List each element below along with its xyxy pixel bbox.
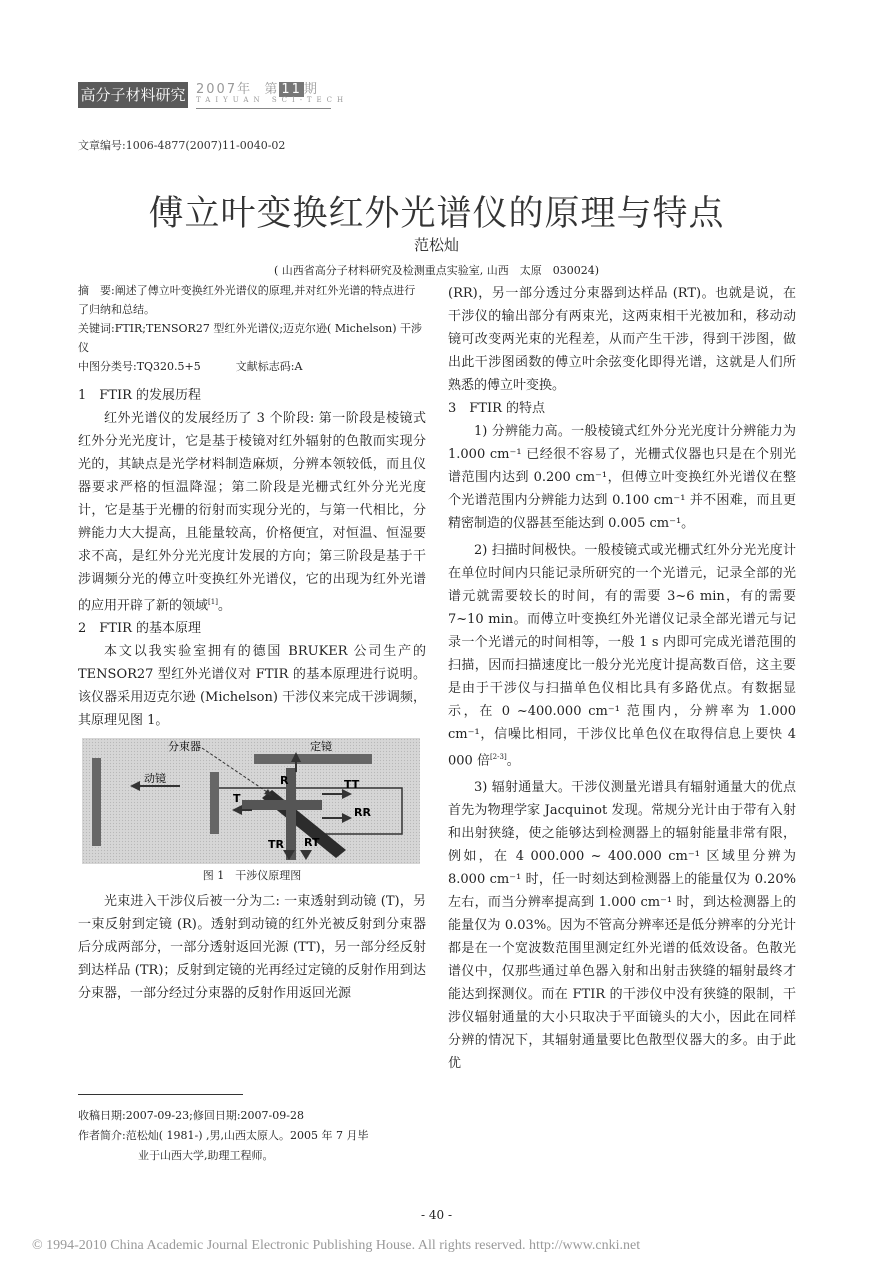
issue-prefix: 第 bbox=[264, 82, 280, 97]
author-affiliation: ( 山西省高分子材料研究及检测重点实验室, 山西 太原 030024) bbox=[273, 264, 600, 277]
section-2-paragraph-1: 本文以我实验室拥有的德国 BRUKER 公司生产的 TENSOR27 型红外光谱仪对 FTIR 的基本原理进行说明。该仪器采用迈克尔逊 (Michelson) 干涉仪来完成干涉调频，其原理见图 1。 bbox=[78, 644, 426, 729]
keywords: 关键词:FTIR;TENSOR27 型红外光谱仪;迈克尔逊( Michelson) 干涉仪 bbox=[78, 322, 423, 354]
section-2-paragraph-2: 光束进入干涉仪后被一分为二: 一束透射到动镜 (T)，另一束反射到定镜 (R)。透射到动镜的红外光被反射到分束器后分成两部分，一部分透射返回光源 (TT)，另一部分经反射到达样品 (TR)；反射到定镜的光再经过定镜的反射作用到达分束器，一部分经过分束器的反射作用返回光源 bbox=[78, 894, 426, 1002]
author-bio: 作者简介:范松灿( 1981-) ,男,山西太原人。2005 年 7 月毕 bbox=[78, 1129, 369, 1142]
abstract: 摘 要:阐述了傅立叶变换红外光谱仪的原理,并对红外光谱的特点进行了归纳和总结。 bbox=[78, 284, 416, 316]
right-column bbox=[448, 282, 796, 1075]
horizontal-beam bbox=[242, 800, 322, 810]
label-RT: RT bbox=[304, 836, 320, 850]
left-column bbox=[78, 281, 426, 1005]
received-dates: 收稿日期:2007-09-23;修回日期:2007-09-28 bbox=[78, 1109, 304, 1122]
figure-interferometer bbox=[82, 738, 420, 864]
class-number: 中图分类号:TQ320.5+5 bbox=[78, 360, 201, 373]
figure-caption: 图 1 干涉仪原理图 bbox=[202, 869, 302, 883]
label-R: R bbox=[280, 774, 289, 788]
author-bio-continued: 业于山西大学,助理工程师。 bbox=[138, 1149, 274, 1162]
journal-subtitle: TAIYUAN SCI-TECH bbox=[196, 96, 349, 104]
author-name: 范松灿 bbox=[413, 236, 459, 254]
fixed-mirror bbox=[254, 754, 372, 764]
paper-title: 傅立叶变换红外光谱仪的原理与特点 bbox=[148, 194, 725, 234]
light-source-bar bbox=[92, 758, 101, 846]
section-2-paragraph-2-continued: (RR)，另一部分透过分束器到达样品 (RT)。也就是说，在干涉仪的输出部分有两束光，这两束相干光被加和，移动动镜可改变两光束的光程差，从而产生干涉，得到干涉图，做出此干涉图函数的傅立叶余弦变化即得光谱，这就是人们所熟悉的傅立叶变换。 bbox=[448, 286, 796, 393]
journal-name-badge: 高分子材料研究 bbox=[78, 82, 188, 108]
article-number: 文章编号:1006-4877(2007)11-0040-02 bbox=[78, 139, 286, 152]
copyright-notice: © 1994-2010 China Academic Journal Electronic Publishing House. All rights reserved. http://www.cnki.net bbox=[32, 1238, 641, 1253]
header-rule bbox=[196, 108, 331, 109]
footnote-rule bbox=[78, 1094, 243, 1095]
label-RR: RR bbox=[354, 806, 371, 820]
label-beamsplitter: 分束器 bbox=[168, 740, 201, 754]
label-TT: TT bbox=[344, 778, 360, 792]
feature-resolution: 1) 分辨能力高。一般棱镜式红外分光光度计分辨能力为 1.000 cm⁻¹ 已经很不容易了，光栅式仪器也只是在个别光谱范围内达到 0.200 cm⁻¹，但傅立叶变换红外光谱仪在整个光谱范围内分辨能力达到 0.100 cm⁻¹ 并不困难，而且更精密制造的仪器甚至能达到 0.005 cm⁻¹。 bbox=[448, 424, 796, 531]
section-1-paragraph: 红外光谱仪的发展经历了 3 个阶段: 第一阶段是棱镜式红外分光光度计，它是基于棱镜对红外辐射的色散而实现分光的，其缺点是光学材料制造麻烦，分辨本领较低，而且仪器要求严格的恒温降湿；第二阶段是光栅式红外分光光度计，它是基于光栅的衍射而实现分光的，与第一代相比，分辨能力大大提高，且能量较高，价格便宜，对恒温、恒湿要求不高，是红外分光光度计发展的方向；第三阶段是基于干涉调频分光的傅立叶变换红外光谱仪，它的出现为红外光谱的应用开辟了新的领域[1]。 bbox=[78, 411, 426, 614]
footnotes bbox=[78, 1106, 428, 1166]
interferometer-diagram bbox=[82, 738, 420, 864]
classification bbox=[78, 357, 426, 376]
section-1-heading: 1 FTIR 的发展历程 bbox=[78, 388, 202, 403]
label-TR: TR bbox=[268, 838, 284, 852]
section-2-heading: 2 FTIR 的基本原理 bbox=[78, 621, 202, 637]
section-3-heading: 3 FTIR 的特点 bbox=[448, 401, 546, 416]
document-code: 文献标志码:A bbox=[235, 360, 303, 373]
label-T: T bbox=[233, 792, 241, 806]
issue-info bbox=[196, 78, 319, 97]
feature-throughput: 3) 辐射通量大。干涉仪测量光谱具有辐射通量大的优点首先为物理学家 Jacquinot 发现。常规分光计由于带有入射和出射狭缝，使之能够达到检测器上的辐射能量非常有限，例如，在 4 000.000 ~ 400.000 cm⁻¹ 区域里分辨为 8.000 cm⁻¹ 时，任一时刻达到检测器上的能量仅为 0.20% 左右，而当分辨率提高到 1.000 cm⁻¹ 时，到达检测器上的能量仅为 0.03%。因为不管高分辨率还是低分辨率的分光计都是在一个宽波数范围里测定红外光谱的低效设备。色散光谱仪中，仅那些通过单色器入射和出射击狭缝的辐射最终才能达到探测仪。而在 FTIR 的干涉仪中没有狭缝的限制，干涉仪辐射通量的大小只取决于平面镜头的大小，因此在同样分辨的情况下，其辐射通量要比色散型仪器大的多。由于此优 bbox=[448, 780, 796, 1072]
citation-2: [2-3] bbox=[489, 753, 507, 761]
issue-year: 2007年 bbox=[196, 82, 253, 97]
label-fixed-mirror: 定镜 bbox=[310, 740, 332, 754]
issue-suffix: 期 bbox=[303, 82, 319, 97]
page-number: - 40 - bbox=[420, 1208, 452, 1222]
issue-number: 11 bbox=[281, 82, 302, 97]
moving-mirror bbox=[210, 772, 219, 834]
label-moving-mirror: 动镜 bbox=[144, 772, 166, 786]
citation-1: [1] bbox=[208, 598, 218, 606]
feature-scan-speed: 2) 扫描时间极快。一般棱镜式或光栅式红外分光光度计在单位时间内只能记录所研究的一个光谱元，记录全部的光谱元就需要较长的时间，有的需要 3~6 min，有的需要 7~10 min。而傅立叶变换红外光谱仪记录全部光谱元与记录一个光谱元的时间相等，一般 1 s 内即可完成光谱范围的扫描，因而扫描速度比一般分光光度计提高数百倍，这主要是由于干涉仪与扫描单色仪相比具有多路优点。有数据显示，在 0 ~400.000 cm⁻¹ 范围内，分辨率为 1.000 cm⁻¹，信噪比相同，干涉仪比单色仪在取得信息上要快 4 000 倍[2-3]。 bbox=[448, 543, 796, 769]
